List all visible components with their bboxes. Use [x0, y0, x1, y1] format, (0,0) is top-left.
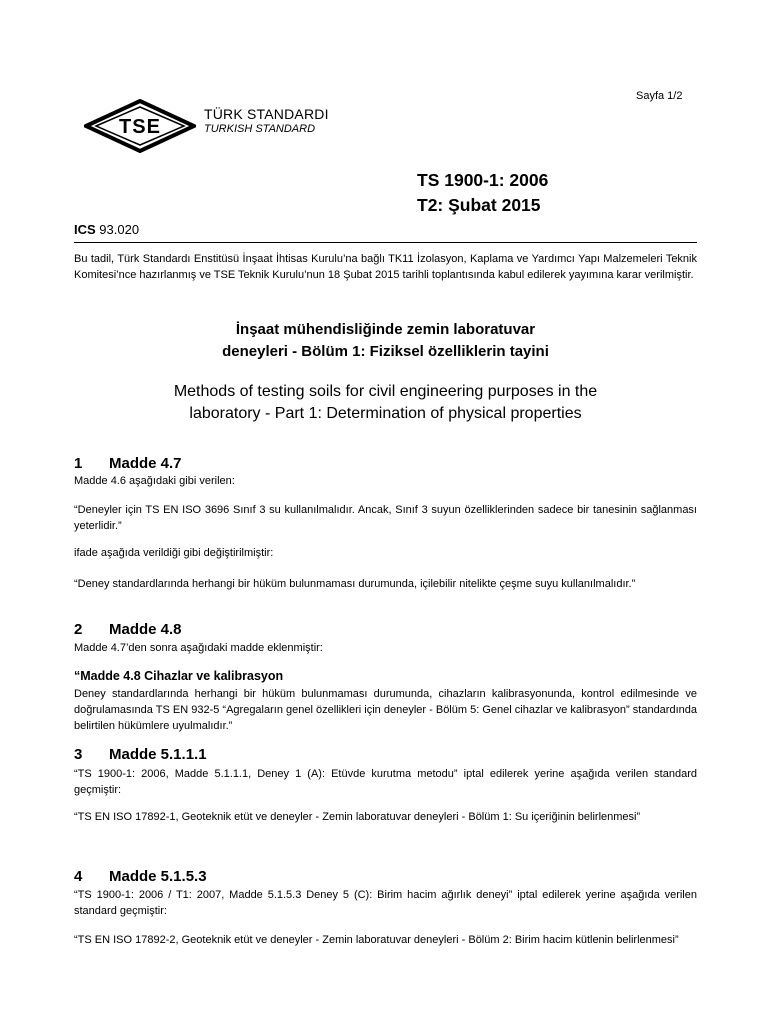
section-title: Madde 4.8	[109, 621, 182, 638]
page-number: Sayfa 1/2	[636, 90, 683, 102]
amendment-date: T2: Şubat 2015	[417, 195, 541, 215]
section-paragraph: “Deneyler için TS EN ISO 3696 Sınıf 3 su kullanılmalıdır. Ancak, Sınıf 3 suyun özelliklerinden sadece bir tanesinin sağlanması yeterlidir.”	[74, 504, 697, 532]
title-tr-line-1: İnşaat mühendisliğinde zemin laboratuvar	[235, 321, 536, 338]
section-heading	[74, 621, 182, 638]
title-turkish	[74, 319, 697, 363]
section-heading	[74, 455, 182, 472]
section-title: Madde 4.7	[109, 455, 182, 472]
section-paragraph: Deney standardlarında herhangi bir hüküm bulunmaması durumunda, cihazların kalibrasyonunda, kontrol edilmesinde ve doğrulamasında TS EN 932-5 “Agregaların genel özellikleri için deneyler - Bölüm 5: Genel cihazlar ve kalibrasyon” standardında belirtilen hükümlere uyulmalıdır.”	[74, 688, 697, 732]
logo-text: TSE	[119, 116, 161, 138]
section-title: Madde 5.1.1.1	[109, 746, 207, 763]
tse-logo-icon	[84, 99, 196, 153]
section-number: 2	[74, 621, 83, 638]
title-tr-line-2: deneyleri - Bölüm 1: Fiziksel özelliklerin tayini	[222, 343, 549, 360]
section-heading	[74, 868, 207, 885]
org-name-tr: TÜRK STANDARDI	[204, 106, 329, 122]
section-number: 3	[74, 746, 83, 763]
section-paragraph: “Deney standardlarında herhangi bir hüküm bulunmaması durumunda, içilebilir nitelikte çeşme suyu kullanılmalıdır.”	[74, 578, 636, 590]
ics-value: 93.020	[95, 222, 140, 237]
title-english	[74, 381, 697, 425]
header-divider	[74, 242, 697, 243]
section-paragraph: ifade aşağıda verildiği gibi değiştirilmiştir:	[74, 547, 274, 559]
section-paragraph: Madde 4.7’den sonra aşağıdaki madde eklenmiştir:	[74, 642, 323, 654]
organization-name	[204, 106, 329, 135]
section-paragraph: Madde 4.6 aşağıdaki gibi verilen:	[74, 475, 235, 487]
title-en-line-2: laboratory - Part 1: Determination of physical properties	[189, 405, 582, 422]
title-en-line-1: Methods of testing soils for civil engineering purposes in the	[173, 383, 598, 400]
intro-paragraph: Bu tadil, Türk Standardı Enstitüsü İnşaat İhtisas Kurulu’na bağlı TK11 İzolasyon, Kaplama ve Yardımcı Yapı Malzemeleri Teknik Komitesi’nce hazırlanmış ve TSE Teknik Kurulu’nun 18 Şubat 2015 tarihli toplantısında kabul edilerek yayımına karar verilmiştir.	[74, 253, 697, 281]
section-paragraph: “TS EN ISO 17892-1, Geoteknik etüt ve deneyler - Zemin laboratuvar deneyleri - Bölüm 1: Su içeriğinin belirlenmesi”	[74, 811, 641, 823]
section-heading	[74, 746, 207, 763]
ics-label: ICS	[74, 222, 96, 237]
section-number: 1	[74, 455, 83, 472]
section-paragraph: “TS 1900-1: 2006, Madde 5.1.1.1, Deney 1 (A): Etüvde kurutma metodu” iptal edilerek yerine aşağıda verilen standard geçmiştir:	[74, 768, 697, 796]
section-number: 4	[74, 868, 83, 885]
ics-code	[74, 222, 139, 237]
standard-code	[417, 168, 548, 218]
subsection-heading: “Madde 4.8 Cihazlar ve kalibrasyon	[74, 669, 284, 683]
section-title: Madde 5.1.5.3	[109, 868, 207, 885]
standard-number: TS 1900-1: 2006	[417, 170, 549, 190]
org-name-en: TURKISH STANDARD	[204, 123, 316, 135]
section-paragraph: “TS EN ISO 17892-2, Geoteknik etüt ve deneyler - Zemin laboratuvar deneyleri - Bölüm 2: Birim hacim kütlenin belirlenmesi”	[74, 934, 679, 946]
section-paragraph: “TS 1900-1: 2006 / T1: 2007, Madde 5.1.5.3 Deney 5 (C): Birim hacim ağırlık deneyi” iptal edilerek yerine aşağıda verilen standard geçmiştir:	[74, 889, 697, 917]
